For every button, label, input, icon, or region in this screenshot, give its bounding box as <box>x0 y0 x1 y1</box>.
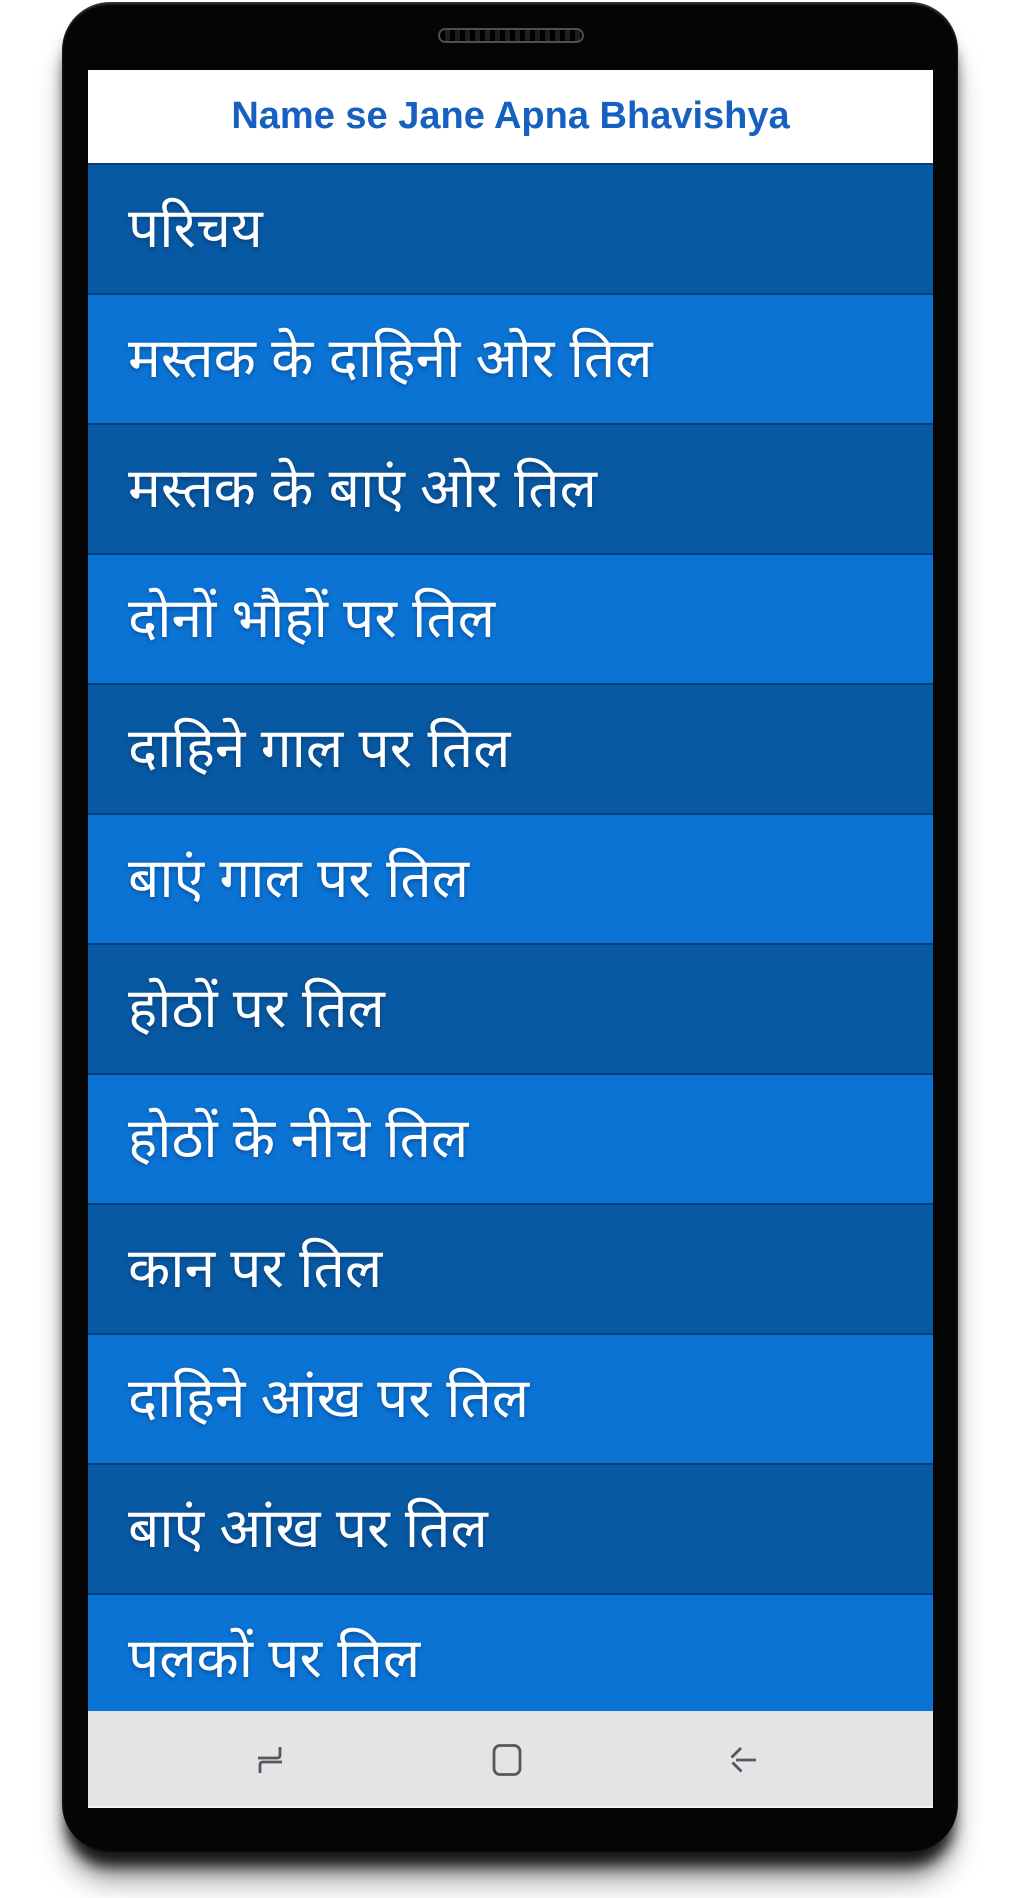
app-title: Name se Jane Apna Bhavishya <box>231 95 790 137</box>
list-item-label: मस्तक के बाएं ओर तिल <box>128 457 597 520</box>
list-item[interactable] <box>88 553 933 683</box>
list-item[interactable] <box>88 163 933 293</box>
list-item-label: होठों पर तिल <box>128 977 385 1040</box>
app-header <box>88 70 933 163</box>
android-navbar <box>88 1711 933 1808</box>
list-item[interactable] <box>88 1333 933 1463</box>
list-item[interactable] <box>88 943 933 1073</box>
list-item-label: होठों के नीचे तिल <box>128 1107 469 1170</box>
list-item-label: बाएं आंख पर तिल <box>128 1497 488 1560</box>
list-item[interactable] <box>88 683 933 813</box>
list-item-label: बाएं गाल पर तिल <box>128 847 470 910</box>
recents-button[interactable] <box>252 1742 288 1778</box>
speaker-grille-icon <box>438 28 584 43</box>
list-item[interactable] <box>88 293 933 423</box>
list-item-label: पलकों पर तिल <box>128 1627 421 1690</box>
list-item-label: कान पर तिल <box>128 1237 383 1300</box>
list-item[interactable] <box>88 813 933 943</box>
list-item-label: दाहिने आंख पर तिल <box>128 1367 530 1430</box>
home-button[interactable] <box>489 1742 525 1778</box>
list-item[interactable] <box>88 423 933 553</box>
phone-frame <box>62 2 958 1852</box>
list-item[interactable] <box>88 1463 933 1593</box>
item-list <box>88 163 933 1711</box>
list-item[interactable] <box>88 1593 933 1711</box>
home-icon <box>489 1742 525 1778</box>
back-icon <box>725 1742 761 1778</box>
list-item-label: परिचय <box>128 197 263 260</box>
list-item-label: दोनों भौहों पर तिल <box>128 587 496 650</box>
list-item-label: दाहिने गाल पर तिल <box>128 717 511 780</box>
list-item[interactable] <box>88 1203 933 1333</box>
recents-icon <box>252 1742 288 1778</box>
list-item-label: मस्तक के दाहिनी ओर तिल <box>128 327 653 390</box>
list-item[interactable] <box>88 1073 933 1203</box>
back-button[interactable] <box>725 1742 761 1778</box>
app-screen <box>88 70 933 1808</box>
